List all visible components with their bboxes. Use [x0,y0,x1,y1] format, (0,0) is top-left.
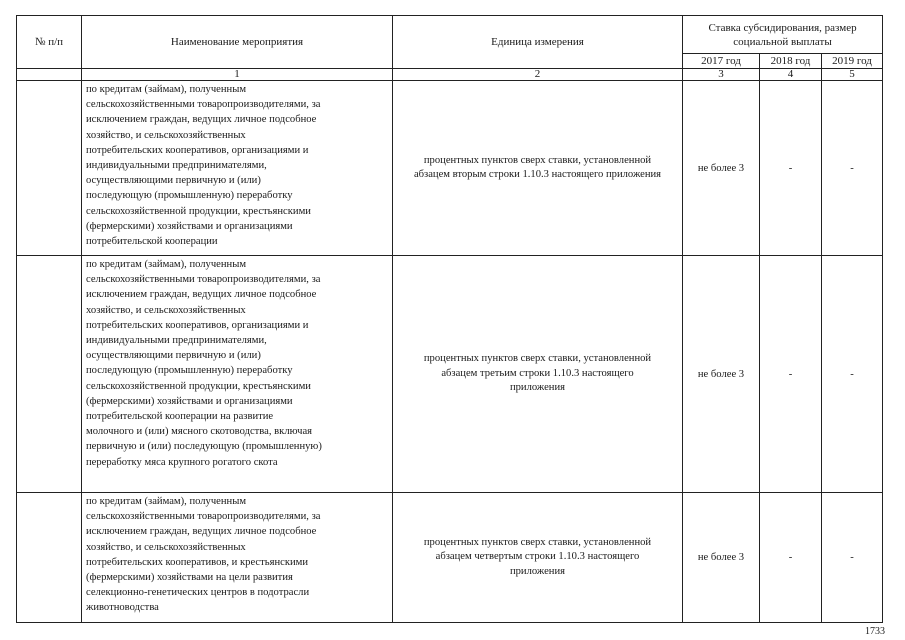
header-year-2018: 2018 год [760,54,822,69]
table-row [17,81,883,256]
header-year-2019: 2019 год [822,54,883,69]
row-value-2017: не более 3 [683,81,760,256]
row-number [17,493,82,623]
row-value-2018: - [760,493,822,623]
table-row [17,256,883,493]
column-number-4: 4 [760,69,822,81]
row-unit: процентных пунктов сверх ставки, установленной абзацем вторым строки 1.10.3 настоящего приложения [393,81,683,256]
row-value-2017: не более 3 [683,256,760,493]
subsidy-rate-table [16,15,883,623]
row-value-2019: - [822,256,883,493]
row-number [17,256,82,493]
column-number-1: 1 [82,69,393,81]
row-name: по кредитам (займам), полученным сельскохозяйственными товаропроизводителями, за исключением граждан, ведущих личное подсобное хозяйство, и сельскохозяйственных потребительских кооперативов, организациями и индивидуальными предпринимателями, осуществляющими первичную и (или) последующую (промышленную) переработку сельскохозяйственной продукции, крестьянскими (фермерскими) хозяйствами и организациями потребительской кооперации на развитие молочного и (или) мясного скотоводства, включая первичную и (или) последующую (промышленную) переработку мяса крупного рогатого скота [82,256,393,493]
row-value-2018: - [760,256,822,493]
header-col-number: № п/п [17,16,82,69]
table-row [17,493,883,623]
column-number-5: 5 [822,69,883,81]
header-col-name: Наименование мероприятия [82,16,393,69]
row-number [17,81,82,256]
header-year-2017: 2017 год [683,54,760,69]
row-value-2019: - [822,81,883,256]
header-col-unit: Единица измерения [393,16,683,69]
row-name: по кредитам (займам), полученным сельскохозяйственными товаропроизводителями, за исключением граждан, ведущих личное подсобное хозяйство, и сельскохозяйственных потребительских кооперативов, и крестьянскими (фермерскими) хозяйствами на цели развития селекционно-генетических центров в подотрасли животноводства [82,493,393,623]
column-number-3: 3 [683,69,760,81]
row-value-2018: - [760,81,822,256]
page-number: 1733 [865,626,885,637]
row-unit: процентных пунктов сверх ставки, установленной абзацем третьим строки 1.10.3 настоящего приложения [393,256,683,493]
row-name: по кредитам (займам), полученным сельскохозяйственными товаропроизводителями, за исключением граждан, ведущих личное подсобное хозяйство, и сельскохозяйственных потребительских кооперативов, организациями и индивидуальными предпринимателями, осуществляющими первичную и (или) последующую (промышленную) переработку сельскохозяйственной продукции, крестьянскими (фермерскими) хозяйствами и организациями потребительской кооперации [82,81,393,256]
row-value-2017: не более 3 [683,493,760,623]
column-number-blank [17,69,82,81]
row-value-2019: - [822,493,883,623]
column-number-2: 2 [393,69,683,81]
row-unit: процентных пунктов сверх ставки, установленной абзацем четвертым строки 1.10.3 настоящего приложения [393,493,683,623]
header-col-rate: Ставка субсидирования, размер социальной выплаты [683,16,883,54]
